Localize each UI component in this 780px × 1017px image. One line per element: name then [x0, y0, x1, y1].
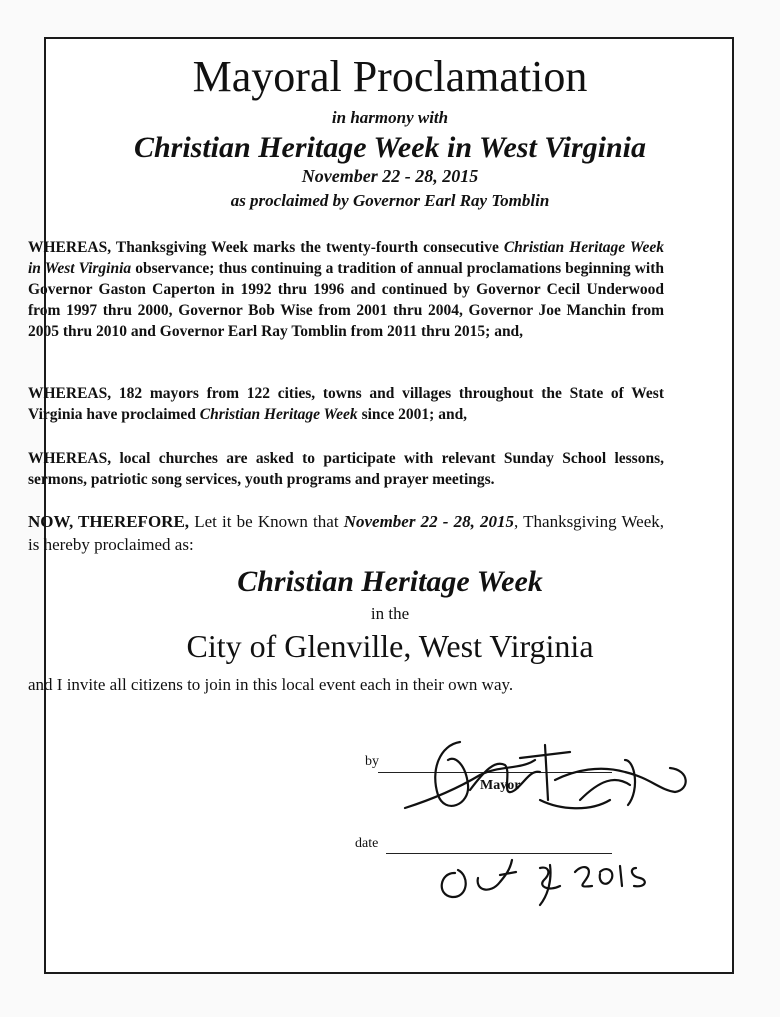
whereas-emphasis: Christian Heritage Week — [199, 406, 358, 423]
city-name: City of Glenville, West Virginia — [186, 628, 594, 664]
whereas-text: observance; thus continuing a tradition of annual proclamations beginning with Governor Gaston Caperton in 1992 thru 1996 and continued by Governor Cecil Underwood from 1997 thru 2000, Governor Bob Wise from 2001 thru 2004, Governor Joe Manchin from 2005 thru 2010 and Governor Earl Ray Tomblin from 2011 thru 2015; and, — [28, 260, 664, 340]
whereas-text: local churches are asked to participate with relevant Sunday School lessons, sermons, patriotic song services, youth programs and prayer meetings. — [28, 450, 664, 488]
whereas-lead: WHEREAS, — [28, 239, 112, 256]
invitation-text: and I invite all citizens to join in this local event each in their own way. — [28, 675, 514, 694]
subtitle-proclaimed-by: as proclaimed by Governor Earl Ray Tomblin — [230, 191, 550, 210]
whereas-text: since 2001; and, — [357, 406, 468, 423]
subtitle-event-name: Christian Heritage Week in West Virginia — [133, 131, 647, 164]
now-therefore-text: , Thanksgiving Week, is hereby proclaimed as: — [28, 512, 665, 554]
now-therefore-dates: November 22 - 28, 2015 — [343, 512, 515, 531]
subtitle-in-harmony: in harmony with — [331, 108, 449, 127]
whereas-lead: WHEREAS, — [28, 450, 112, 467]
proclaimed-name: Christian Heritage Week — [237, 565, 543, 598]
now-therefore-lead: NOW, THEREFORE, — [28, 512, 190, 531]
whereas-text: Thanksgiving Week marks the twenty-fourth consecutive — [111, 239, 504, 256]
by-label: by — [365, 754, 379, 769]
whereas-text: 182 mayors from 122 cities, towns and villages throughout the State of West Virginia have proclaimed — [28, 385, 664, 423]
whereas-emphasis: Christian Heritage Week in West Virginia — [28, 239, 664, 277]
now-therefore-text: Let it be Known that — [189, 512, 344, 531]
subtitle-dates: November 22 - 28, 2015 — [301, 166, 479, 186]
in-the-label: in the — [370, 604, 410, 623]
mayor-label: Mayor — [480, 778, 521, 793]
whereas-lead: WHEREAS, — [28, 385, 112, 402]
document-title: Mayoral Proclamation — [192, 52, 588, 101]
date-label: date — [355, 836, 379, 851]
